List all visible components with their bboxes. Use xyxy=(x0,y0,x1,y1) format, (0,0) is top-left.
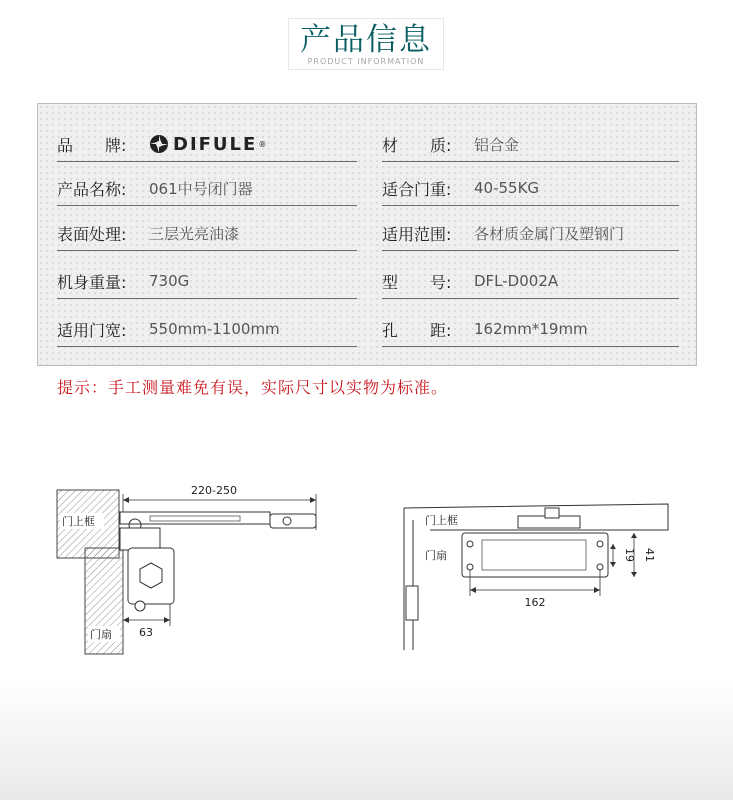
spec-row-door-width xyxy=(57,312,357,347)
spec-value: 40-55KG xyxy=(474,179,540,197)
brand-name: DIFULE xyxy=(173,133,258,155)
dim-label-arm-length: 220-250 xyxy=(191,484,237,497)
spec-row-weight xyxy=(57,264,357,299)
spec-label: 适合门重: xyxy=(382,179,452,199)
spec-value: 550mm-1100mm xyxy=(149,320,280,338)
closer-body-side xyxy=(128,548,174,604)
spec-value: DFL-D002A xyxy=(474,272,559,290)
spec-row-door-weight xyxy=(382,171,679,206)
spec-label: 适用门宽: xyxy=(57,320,127,340)
dim-label-offset: 63 xyxy=(139,626,153,639)
section-title-box xyxy=(288,18,444,70)
spec-label: 品 牌: xyxy=(57,135,127,155)
left-diagram xyxy=(57,484,316,654)
spec-value: 061中号闭门器 xyxy=(149,179,253,198)
label-door-leaf: 门扇 xyxy=(90,628,112,641)
bottom-gradient xyxy=(0,680,733,800)
installation-diagrams xyxy=(0,470,733,680)
spec-value: 三层光亮油漆 xyxy=(149,224,240,243)
spec-label: 机身重量: xyxy=(57,272,127,292)
spec-row-scope xyxy=(382,216,679,251)
registered-mark: ® xyxy=(258,139,269,149)
label-door-leaf-right: 门扇 xyxy=(425,549,447,562)
spec-value: 730G xyxy=(149,272,190,290)
section-subtitle: PRODUCT INFORMATION xyxy=(307,57,425,66)
spec-label: 型 号: xyxy=(382,272,452,292)
spec-label: 孔 距: xyxy=(382,320,452,340)
brand-swirl-icon xyxy=(149,134,169,154)
measurement-note: 提示：手工测量难免有误，实际尺寸以实物为标准。 xyxy=(57,378,449,397)
spec-row-material xyxy=(382,127,679,162)
spec-label: 适用范围: xyxy=(382,224,452,244)
spec-value: 各材质金属门及塑钢门 xyxy=(474,224,625,243)
spec-label: 产品名称: xyxy=(57,179,127,199)
label-door-frame-right: 门上框 xyxy=(425,514,458,527)
spec-row-model xyxy=(382,264,679,299)
spec-row-finish xyxy=(57,216,357,251)
dim-label-body-height: 41 xyxy=(643,548,656,562)
dim-label-hole-width: 162 xyxy=(524,596,546,609)
right-diagram xyxy=(404,504,668,650)
spec-label: 材 质: xyxy=(382,135,452,155)
spec-row-product-name xyxy=(57,171,357,206)
dim-label-hole-height: 19 xyxy=(623,548,636,562)
spec-row-brand xyxy=(57,127,357,162)
spec-value: 铝合金 xyxy=(474,135,520,154)
label-door-frame: 门上框 xyxy=(62,515,95,528)
spec-row-hole-spacing xyxy=(382,312,679,347)
spec-value: 162mm*19mm xyxy=(474,320,588,338)
section-title: 产品信息 xyxy=(300,22,432,58)
spec-label: 表面处理: xyxy=(57,224,127,244)
brand-logo xyxy=(149,134,268,155)
